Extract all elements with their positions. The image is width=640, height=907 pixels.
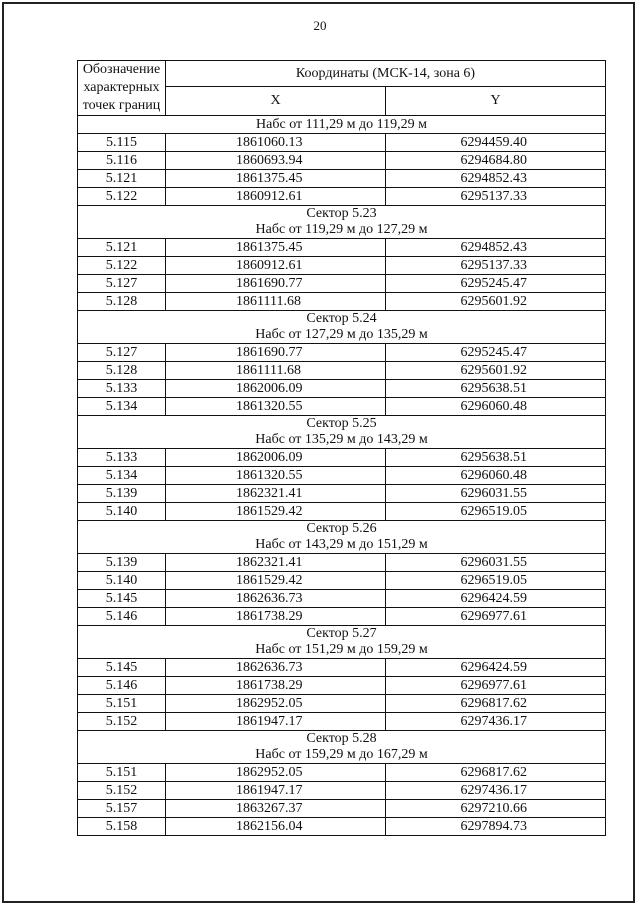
table-row [78, 362, 606, 380]
y-cell: 6296977.61 [386, 677, 606, 695]
point-cell: 5.133 [78, 449, 166, 467]
point-cell: 5.121 [78, 239, 166, 257]
point-cell: 5.121 [78, 170, 166, 188]
x-cell: 1862636.73 [166, 659, 386, 677]
height-range: Набс от 143,29 м до 151,29 м [255, 537, 428, 552]
sector-title: Сектор 5.28 [306, 731, 377, 746]
y-cell: 6297894.73 [386, 818, 606, 836]
point-cell: 5.140 [78, 572, 166, 590]
point-cell: 5.115 [78, 134, 166, 152]
y-cell: 6297210.66 [386, 800, 606, 818]
point-column-header: Обозначение характерных точек границ [78, 61, 166, 116]
table-row [78, 152, 606, 170]
x-cell: 1861375.45 [166, 170, 386, 188]
table-row [78, 695, 606, 713]
table-row [78, 398, 606, 416]
x-cell: 1861111.68 [166, 362, 386, 380]
x-cell: 1861690.77 [166, 275, 386, 293]
x-cell: 1862952.05 [166, 764, 386, 782]
point-cell: 5.145 [78, 659, 166, 677]
sector-title: Сектор 5.24 [306, 311, 377, 326]
point-cell: 5.134 [78, 467, 166, 485]
x-cell: 1862006.09 [166, 380, 386, 398]
table-row [78, 293, 606, 311]
point-cell: 5.146 [78, 608, 166, 626]
x-cell: 1862636.73 [166, 590, 386, 608]
sector-header-cell [78, 416, 606, 449]
height-range: Набс от 111,29 м до 119,29 м [256, 116, 427, 132]
sector-title: Сектор 5.26 [306, 521, 377, 536]
table-row [78, 554, 606, 572]
table-row [78, 713, 606, 731]
x-cell: 1863267.37 [166, 800, 386, 818]
table-row [78, 659, 606, 677]
y-cell: 6297436.17 [386, 713, 606, 731]
height-range: Набс от 127,29 м до 135,29 м [255, 327, 428, 342]
y-cell: 6295245.47 [386, 344, 606, 362]
y-cell: 6294852.43 [386, 170, 606, 188]
y-cell: 6296031.55 [386, 485, 606, 503]
point-cell: 5.128 [78, 293, 166, 311]
point-cell: 5.151 [78, 695, 166, 713]
table-row [78, 764, 606, 782]
sector-header-cell [78, 731, 606, 764]
table-row [78, 380, 606, 398]
table-header [78, 61, 606, 116]
sector-header-row [78, 311, 606, 344]
table-row [78, 677, 606, 695]
coordinates-table [77, 60, 606, 836]
x-cell: 1861690.77 [166, 344, 386, 362]
y-cell: 6295137.33 [386, 188, 606, 206]
x-cell: 1860912.61 [166, 188, 386, 206]
x-cell: 1861060.13 [166, 134, 386, 152]
x-cell: 1861738.29 [166, 677, 386, 695]
table-row [78, 467, 606, 485]
y-cell: 6295638.51 [386, 380, 606, 398]
point-cell: 5.139 [78, 554, 166, 572]
table-row [78, 572, 606, 590]
height-range: Набс от 159,29 м до 167,29 м [255, 747, 428, 762]
x-cell: 1862952.05 [166, 695, 386, 713]
sector-title: Сектор 5.23 [306, 206, 377, 221]
x-cell: 1861375.45 [166, 239, 386, 257]
x-cell: 1861738.29 [166, 608, 386, 626]
y-cell: 6294684.80 [386, 152, 606, 170]
sector-header-cell [78, 521, 606, 554]
table-row [78, 608, 606, 626]
point-cell: 5.152 [78, 782, 166, 800]
table-row [78, 170, 606, 188]
point-cell: 5.122 [78, 188, 166, 206]
y-cell: 6295601.92 [386, 293, 606, 311]
table-row [78, 275, 606, 293]
sector-header-row [78, 626, 606, 659]
x-cell: 1862321.41 [166, 554, 386, 572]
point-cell: 5.127 [78, 344, 166, 362]
y-cell: 6295137.33 [386, 257, 606, 275]
x-cell: 1861529.42 [166, 503, 386, 521]
sector-header-cell [78, 116, 606, 134]
sector-header-cell [78, 206, 606, 239]
y-cell: 6296424.59 [386, 590, 606, 608]
coordinates-column-header: Координаты (МСК-14, зона 6) [166, 61, 606, 87]
y-cell: 6296519.05 [386, 572, 606, 590]
point-cell: 5.128 [78, 362, 166, 380]
point-cell: 5.116 [78, 152, 166, 170]
x-cell: 1861320.55 [166, 467, 386, 485]
y-cell: 6295245.47 [386, 275, 606, 293]
table-row [78, 239, 606, 257]
table-row [78, 344, 606, 362]
sector-header-row [78, 521, 606, 554]
sector-header-row [78, 416, 606, 449]
y-cell: 6294459.40 [386, 134, 606, 152]
x-cell: 1861320.55 [166, 398, 386, 416]
sector-header-cell [78, 626, 606, 659]
y-cell: 6296060.48 [386, 398, 606, 416]
sector-title: Сектор 5.27 [306, 626, 377, 641]
height-range: Набс от 135,29 м до 143,29 м [255, 432, 428, 447]
table-row [78, 590, 606, 608]
y-column-header: Y [386, 87, 606, 116]
x-cell: 1861111.68 [166, 293, 386, 311]
table-row [78, 503, 606, 521]
point-cell: 5.152 [78, 713, 166, 731]
y-cell: 6294852.43 [386, 239, 606, 257]
x-cell: 1862156.04 [166, 818, 386, 836]
point-cell: 5.127 [78, 275, 166, 293]
page-number: 20 [313, 18, 327, 33]
y-cell: 6296031.55 [386, 554, 606, 572]
sector-title: Сектор 5.25 [306, 416, 377, 431]
point-cell: 5.140 [78, 503, 166, 521]
y-cell: 6297436.17 [386, 782, 606, 800]
table-body [78, 116, 606, 836]
point-cell: 5.146 [78, 677, 166, 695]
table-row [78, 188, 606, 206]
y-cell: 6296060.48 [386, 467, 606, 485]
y-cell: 6296424.59 [386, 659, 606, 677]
x-cell: 1861529.42 [166, 572, 386, 590]
point-cell: 5.151 [78, 764, 166, 782]
x-column-header: X [166, 87, 386, 116]
x-cell: 1860912.61 [166, 257, 386, 275]
point-cell: 5.134 [78, 398, 166, 416]
table-row [78, 800, 606, 818]
sector-header-row [78, 731, 606, 764]
x-cell: 1862006.09 [166, 449, 386, 467]
sector-header-row [78, 206, 606, 239]
height-range: Набс от 119,29 м до 127,29 м [255, 222, 428, 237]
x-cell: 1861947.17 [166, 782, 386, 800]
point-cell: 5.157 [78, 800, 166, 818]
x-cell: 1860693.94 [166, 152, 386, 170]
sector-header-row [78, 116, 606, 134]
y-cell: 6295601.92 [386, 362, 606, 380]
y-cell: 6296817.62 [386, 764, 606, 782]
table-row [78, 485, 606, 503]
table-row [78, 134, 606, 152]
table-row [78, 818, 606, 836]
height-range: Набс от 151,29 м до 159,29 м [255, 642, 428, 657]
y-cell: 6296817.62 [386, 695, 606, 713]
point-cell: 5.133 [78, 380, 166, 398]
x-cell: 1861947.17 [166, 713, 386, 731]
table-row [78, 782, 606, 800]
table-row [78, 449, 606, 467]
point-cell: 5.122 [78, 257, 166, 275]
y-cell: 6295638.51 [386, 449, 606, 467]
y-cell: 6296977.61 [386, 608, 606, 626]
point-cell: 5.145 [78, 590, 166, 608]
y-cell: 6296519.05 [386, 503, 606, 521]
sector-header-cell [78, 311, 606, 344]
point-cell: 5.158 [78, 818, 166, 836]
x-cell: 1862321.41 [166, 485, 386, 503]
point-cell: 5.139 [78, 485, 166, 503]
table-row [78, 257, 606, 275]
